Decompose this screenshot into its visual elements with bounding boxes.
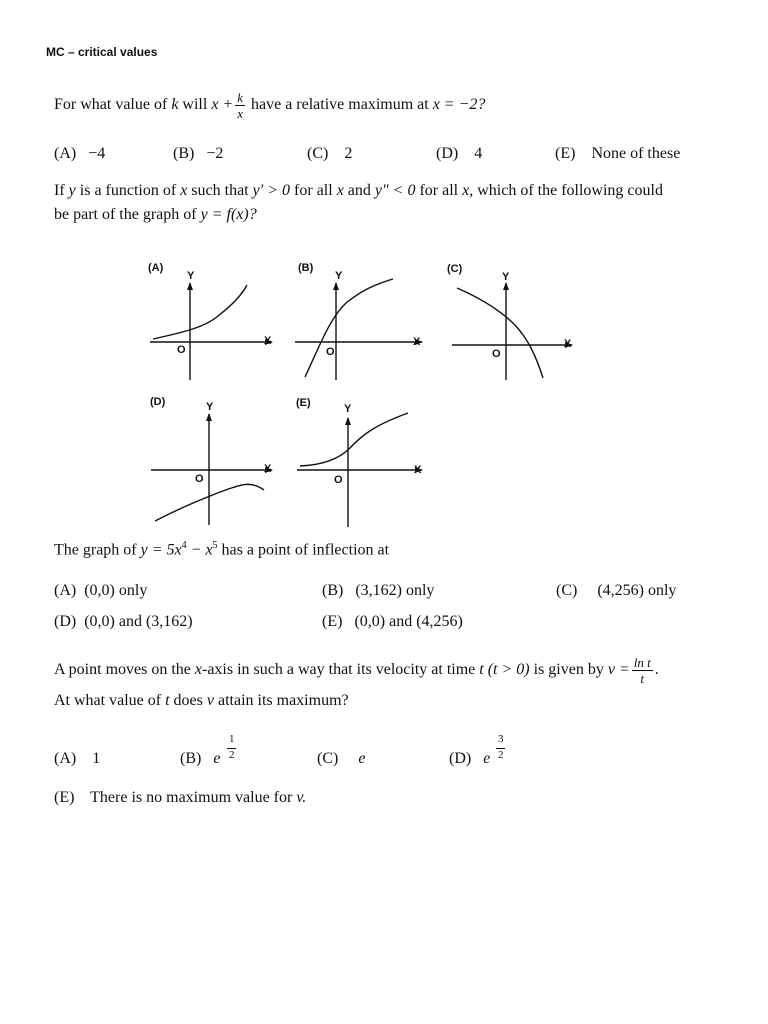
option-label: (B) — [322, 582, 344, 599]
graph-d[interactable] — [151, 414, 272, 525]
q4-var-v: v = — [607, 661, 630, 678]
q1-condition: x = −2? — [432, 96, 486, 113]
graph-e-y-label: Y — [344, 403, 352, 415]
q4-text: At what value of — [54, 692, 166, 709]
option-value: e — [358, 750, 366, 767]
q4-frac-num: ln t — [633, 654, 651, 670]
q2-var-x: x, — [462, 182, 474, 199]
q2-text: is a function of — [75, 182, 181, 199]
q4-option-b[interactable] — [180, 750, 220, 768]
graph-b[interactable] — [295, 279, 422, 380]
graph-d-y-label: Y — [206, 401, 214, 413]
option-value: 1 — [92, 750, 101, 767]
q3-option-e[interactable] — [322, 613, 463, 631]
graph-a-y-label: Y — [187, 270, 195, 282]
q3-exponent-2: 5 — [212, 540, 218, 551]
option-label: (D) — [449, 750, 472, 767]
option-label: (D) — [436, 145, 459, 162]
option-label: (A) — [54, 750, 77, 767]
q4-var-t: t — [479, 661, 484, 678]
graph-e-x-label: X — [414, 464, 422, 476]
option-label: (A) — [54, 582, 77, 599]
option-label: (E) — [322, 613, 343, 630]
q2-text: for all — [290, 182, 337, 199]
q3-text: The graph of — [54, 541, 141, 559]
q2-text: for all — [415, 182, 463, 199]
graph-d-origin-label: O — [195, 473, 204, 485]
q4-option-d[interactable] — [449, 750, 490, 768]
graph-c-x-label: X — [564, 338, 572, 350]
q4-option-e[interactable] — [54, 789, 306, 807]
option-value: e — [483, 750, 491, 767]
graph-a-x-label: X — [264, 335, 272, 347]
q4-text: A point moves on the — [54, 661, 195, 678]
q1-frac-den: x — [237, 105, 243, 121]
q1-text: For what value of — [54, 96, 172, 113]
q4-condition: (t > 0) — [487, 661, 530, 678]
q2-text: such that — [187, 182, 253, 199]
graph-c-origin-label: O — [492, 348, 501, 360]
curve-b — [305, 279, 393, 377]
q4-text: is given by — [529, 661, 608, 678]
option-value: 4 — [474, 145, 483, 162]
graph-c[interactable] — [452, 283, 572, 380]
option-label: (A) — [54, 145, 77, 162]
q4-option-b-exp-den: 2 — [229, 749, 235, 761]
q1-expr: x + — [211, 96, 234, 113]
graph-d-label: (D) — [150, 396, 166, 408]
option-label: (B) — [180, 750, 202, 767]
q2-expression: y = f(x)? — [200, 206, 257, 223]
option-value: (3,162) only — [355, 582, 435, 599]
graph-a[interactable] — [150, 283, 272, 380]
option-label: (B) — [173, 145, 195, 162]
curve-e — [300, 413, 408, 466]
curve-a — [153, 285, 247, 339]
q3-option-c[interactable] — [556, 582, 676, 600]
q2-condition-1: y′ > 0 — [252, 182, 291, 199]
q4-option-d-exp-den: 2 — [498, 749, 504, 761]
q4-frac-den: t — [640, 670, 645, 686]
option-value: (0,0) and (3,162) — [84, 613, 193, 630]
graph-e-origin-label: O — [334, 474, 343, 486]
option-label: (C) — [307, 145, 329, 162]
q4-text: does — [169, 692, 207, 709]
graph-b-label: (B) — [298, 262, 314, 274]
option-value: There is no maximum value for — [90, 789, 297, 806]
page-title: MC – critical values — [46, 45, 158, 59]
option-label: (C) — [317, 750, 339, 767]
option-value: None of these — [591, 145, 681, 162]
option-value-v: v. — [296, 789, 307, 806]
q2-text: If — [54, 182, 69, 199]
q4-text: -axis in such a way that its velocity at time — [202, 661, 480, 678]
graph-b-origin-label: O — [326, 346, 335, 358]
graph-c-label: (C) — [447, 263, 463, 275]
question-4-line-2 — [54, 692, 349, 710]
option-value: (0,0) and (4,256) — [354, 613, 463, 630]
option-value: −4 — [88, 145, 106, 162]
graph-c-y-label: Y — [502, 271, 510, 283]
option-value: −2 — [206, 145, 224, 162]
q2-text: which of the following could — [473, 182, 663, 199]
q3-exponent-1: 4 — [181, 540, 187, 551]
graph-b-y-label: Y — [335, 270, 343, 282]
q2-text: be part of the graph of — [54, 206, 201, 223]
q1-frac-num: k — [237, 89, 243, 105]
question-3-stem — [54, 540, 389, 559]
q3-expr-mid: − x — [186, 541, 213, 559]
option-value: 2 — [344, 145, 353, 162]
graph-e[interactable] — [297, 413, 422, 527]
q4-fraction — [632, 656, 653, 685]
option-label: (E) — [54, 789, 75, 806]
q2-var-x: x — [336, 182, 344, 199]
q3-option-a[interactable] — [54, 582, 147, 600]
graph-d-x-label: X — [264, 463, 272, 475]
graph-e-label: (E) — [296, 397, 311, 409]
q3-option-b[interactable] — [322, 582, 434, 600]
q2-var-y: y — [68, 182, 76, 199]
q3-expr: y = 5x — [140, 541, 182, 559]
q4-option-c[interactable] — [317, 750, 365, 768]
q3-text: has a point of inflection at — [217, 541, 390, 559]
q4-var-x: x — [194, 661, 202, 678]
graph-a-origin-label: O — [177, 344, 186, 356]
option-label: (C) — [556, 582, 578, 599]
q4-option-a[interactable] — [54, 750, 100, 768]
graph-a-label: (A) — [148, 262, 164, 274]
q2-text: and — [343, 182, 375, 199]
graph-b-x-label: X — [413, 336, 421, 348]
q2-condition-2: y″ < 0 — [374, 182, 416, 199]
q4-var-t: t — [165, 692, 170, 709]
q1-var-k: k — [171, 96, 179, 113]
q4-text: attain its maximum? — [213, 692, 349, 709]
q4-var-v: v — [206, 692, 214, 709]
curve-c — [457, 288, 543, 378]
q1-text-post: have a relative maximum at — [247, 96, 433, 113]
q2-var-x: x — [180, 182, 188, 199]
option-label: (D) — [54, 613, 77, 630]
q4-text: . — [654, 661, 659, 678]
q4-option-b-exp-num: 1 — [229, 733, 235, 745]
option-value: (0,0) only — [84, 582, 148, 599]
q4-option-d-exp-num: 3 — [498, 733, 504, 745]
option-label: (E) — [555, 145, 576, 162]
option-value: e — [213, 750, 221, 767]
option-value: (4,256) only — [597, 582, 677, 599]
question-4-line-1 — [54, 651, 659, 689]
q1-text-mid: will — [178, 96, 212, 113]
q3-option-d[interactable] — [54, 613, 193, 631]
